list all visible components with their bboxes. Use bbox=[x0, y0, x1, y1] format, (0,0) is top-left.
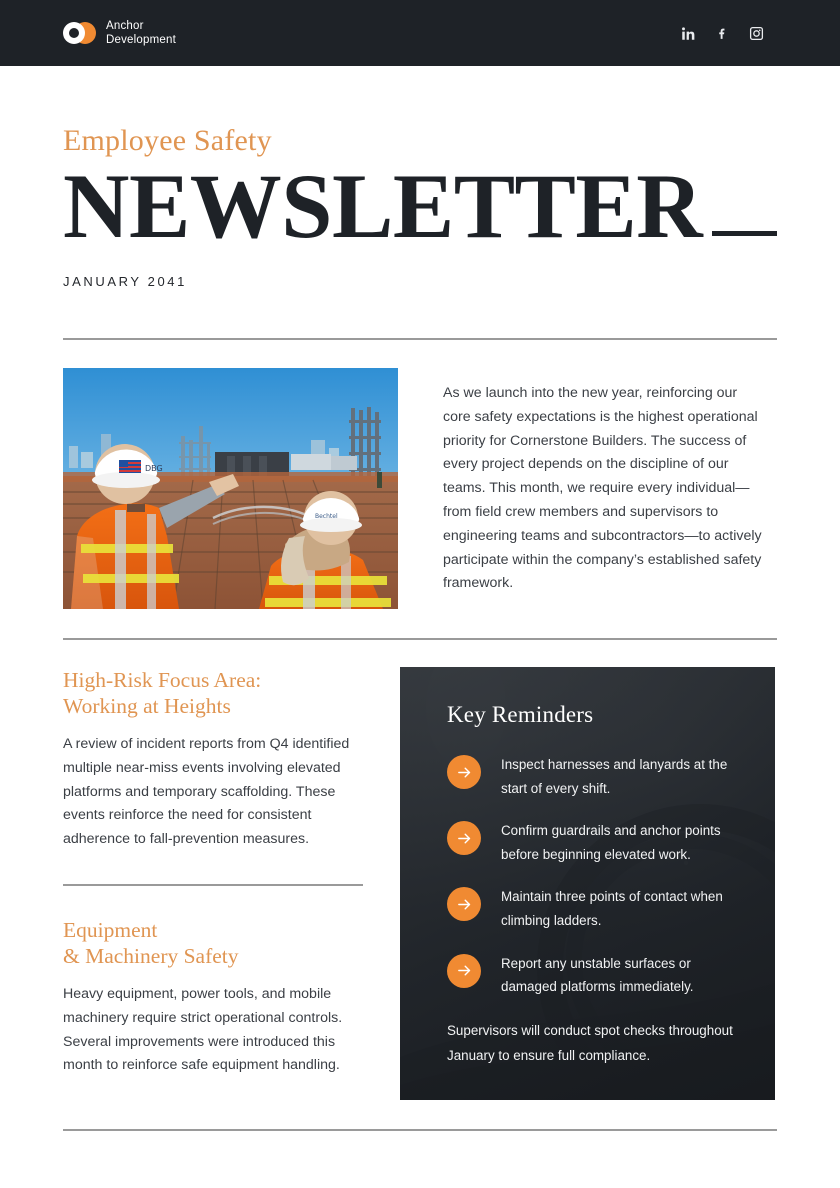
content-columns bbox=[63, 667, 777, 1100]
divider-middle bbox=[63, 638, 777, 640]
issue-date: JANUARY 2041 bbox=[63, 274, 187, 289]
brand-name bbox=[106, 19, 176, 48]
section-equipment bbox=[63, 917, 363, 1078]
reminder-text: Confirm guardrails and anchor points before beginning elevated work. bbox=[501, 823, 721, 862]
intro-section bbox=[63, 368, 777, 609]
section-equipment-title-line2: & Machinery Safety bbox=[63, 943, 239, 968]
brand-name-line2: Development bbox=[106, 34, 176, 46]
list-item bbox=[447, 952, 745, 999]
svg-text:Bechtel: Bechtel bbox=[315, 513, 338, 520]
intro-paragraph: As we launch into the new year, reinforcing our core safety expectations is the highest operational priority for Cornerstone Builders. The success of every project depends on the discipline of our teams. This month, we require every individual—from field crew members and supervisors to engineering teams and subcontractors—to actively participate within the company’s established safety framework. bbox=[443, 385, 762, 592]
section-high-risk bbox=[63, 667, 363, 852]
section-high-risk-body: A review of incident reports from Q4 identified multiple near-miss events involving elevated platforms and temporary scaffolding. These events reinforce the need for consistent adherence to fall-prevention measures. bbox=[63, 736, 350, 848]
arrow-right-icon bbox=[447, 954, 481, 988]
list-item bbox=[447, 885, 745, 932]
section-high-risk-title-line1: High-Risk Focus Area: bbox=[63, 668, 262, 692]
reminder-text: Report any unstable surfaces or damaged platforms immediately. bbox=[501, 955, 694, 995]
divider-top bbox=[63, 338, 777, 340]
kicker-text: Employee Safety bbox=[63, 124, 272, 157]
site-header bbox=[0, 0, 840, 66]
section-high-risk-title bbox=[63, 667, 363, 719]
masthead-rule bbox=[712, 231, 777, 236]
right-column bbox=[400, 667, 775, 1100]
brand-name-line1: Anchor bbox=[106, 19, 144, 32]
reminder-text: Inspect harnesses and lanyards at the start of every shift. bbox=[501, 757, 728, 796]
instagram-icon[interactable] bbox=[748, 25, 765, 42]
list-item bbox=[447, 819, 745, 866]
divider-bottom bbox=[63, 1129, 777, 1131]
social-links bbox=[680, 25, 765, 42]
divider-column bbox=[63, 884, 363, 886]
section-equipment-body: Heavy equipment, power tools, and mobile machinery require strict operational controls. Several improvements were introduced this month to reinforce safe equipment handling. bbox=[63, 985, 343, 1074]
arrow-right-icon bbox=[447, 755, 481, 789]
left-column bbox=[63, 667, 363, 1100]
svg-text:DBG: DBG bbox=[145, 464, 163, 473]
list-item bbox=[447, 753, 745, 800]
anchor-logo-icon bbox=[63, 22, 95, 44]
panel-title: Key Reminders bbox=[447, 702, 594, 727]
construction-site-photo bbox=[63, 368, 398, 609]
section-equipment-title-line1: Equipment bbox=[63, 917, 158, 942]
reminder-text: Maintain three points of contact when climbing ladders. bbox=[501, 889, 723, 928]
masthead bbox=[63, 155, 777, 257]
panel-note: Supervisors will conduct spot checks throughout January to ensure full compliance. bbox=[447, 1022, 733, 1064]
reminders-list bbox=[447, 753, 745, 999]
panel-content bbox=[400, 667, 775, 1100]
section-high-risk-title-line2: Working at Heights bbox=[63, 694, 231, 718]
brand-logo[interactable] bbox=[63, 19, 176, 48]
section-equipment-title bbox=[63, 917, 363, 969]
facebook-icon[interactable] bbox=[714, 25, 731, 42]
linkedin-icon[interactable] bbox=[680, 25, 697, 42]
key-reminders-panel bbox=[400, 667, 775, 1100]
arrow-right-icon bbox=[447, 821, 481, 855]
newsletter-body bbox=[0, 124, 840, 1131]
arrow-right-icon bbox=[447, 887, 481, 921]
page-title: NEWSLETTER bbox=[63, 155, 703, 257]
